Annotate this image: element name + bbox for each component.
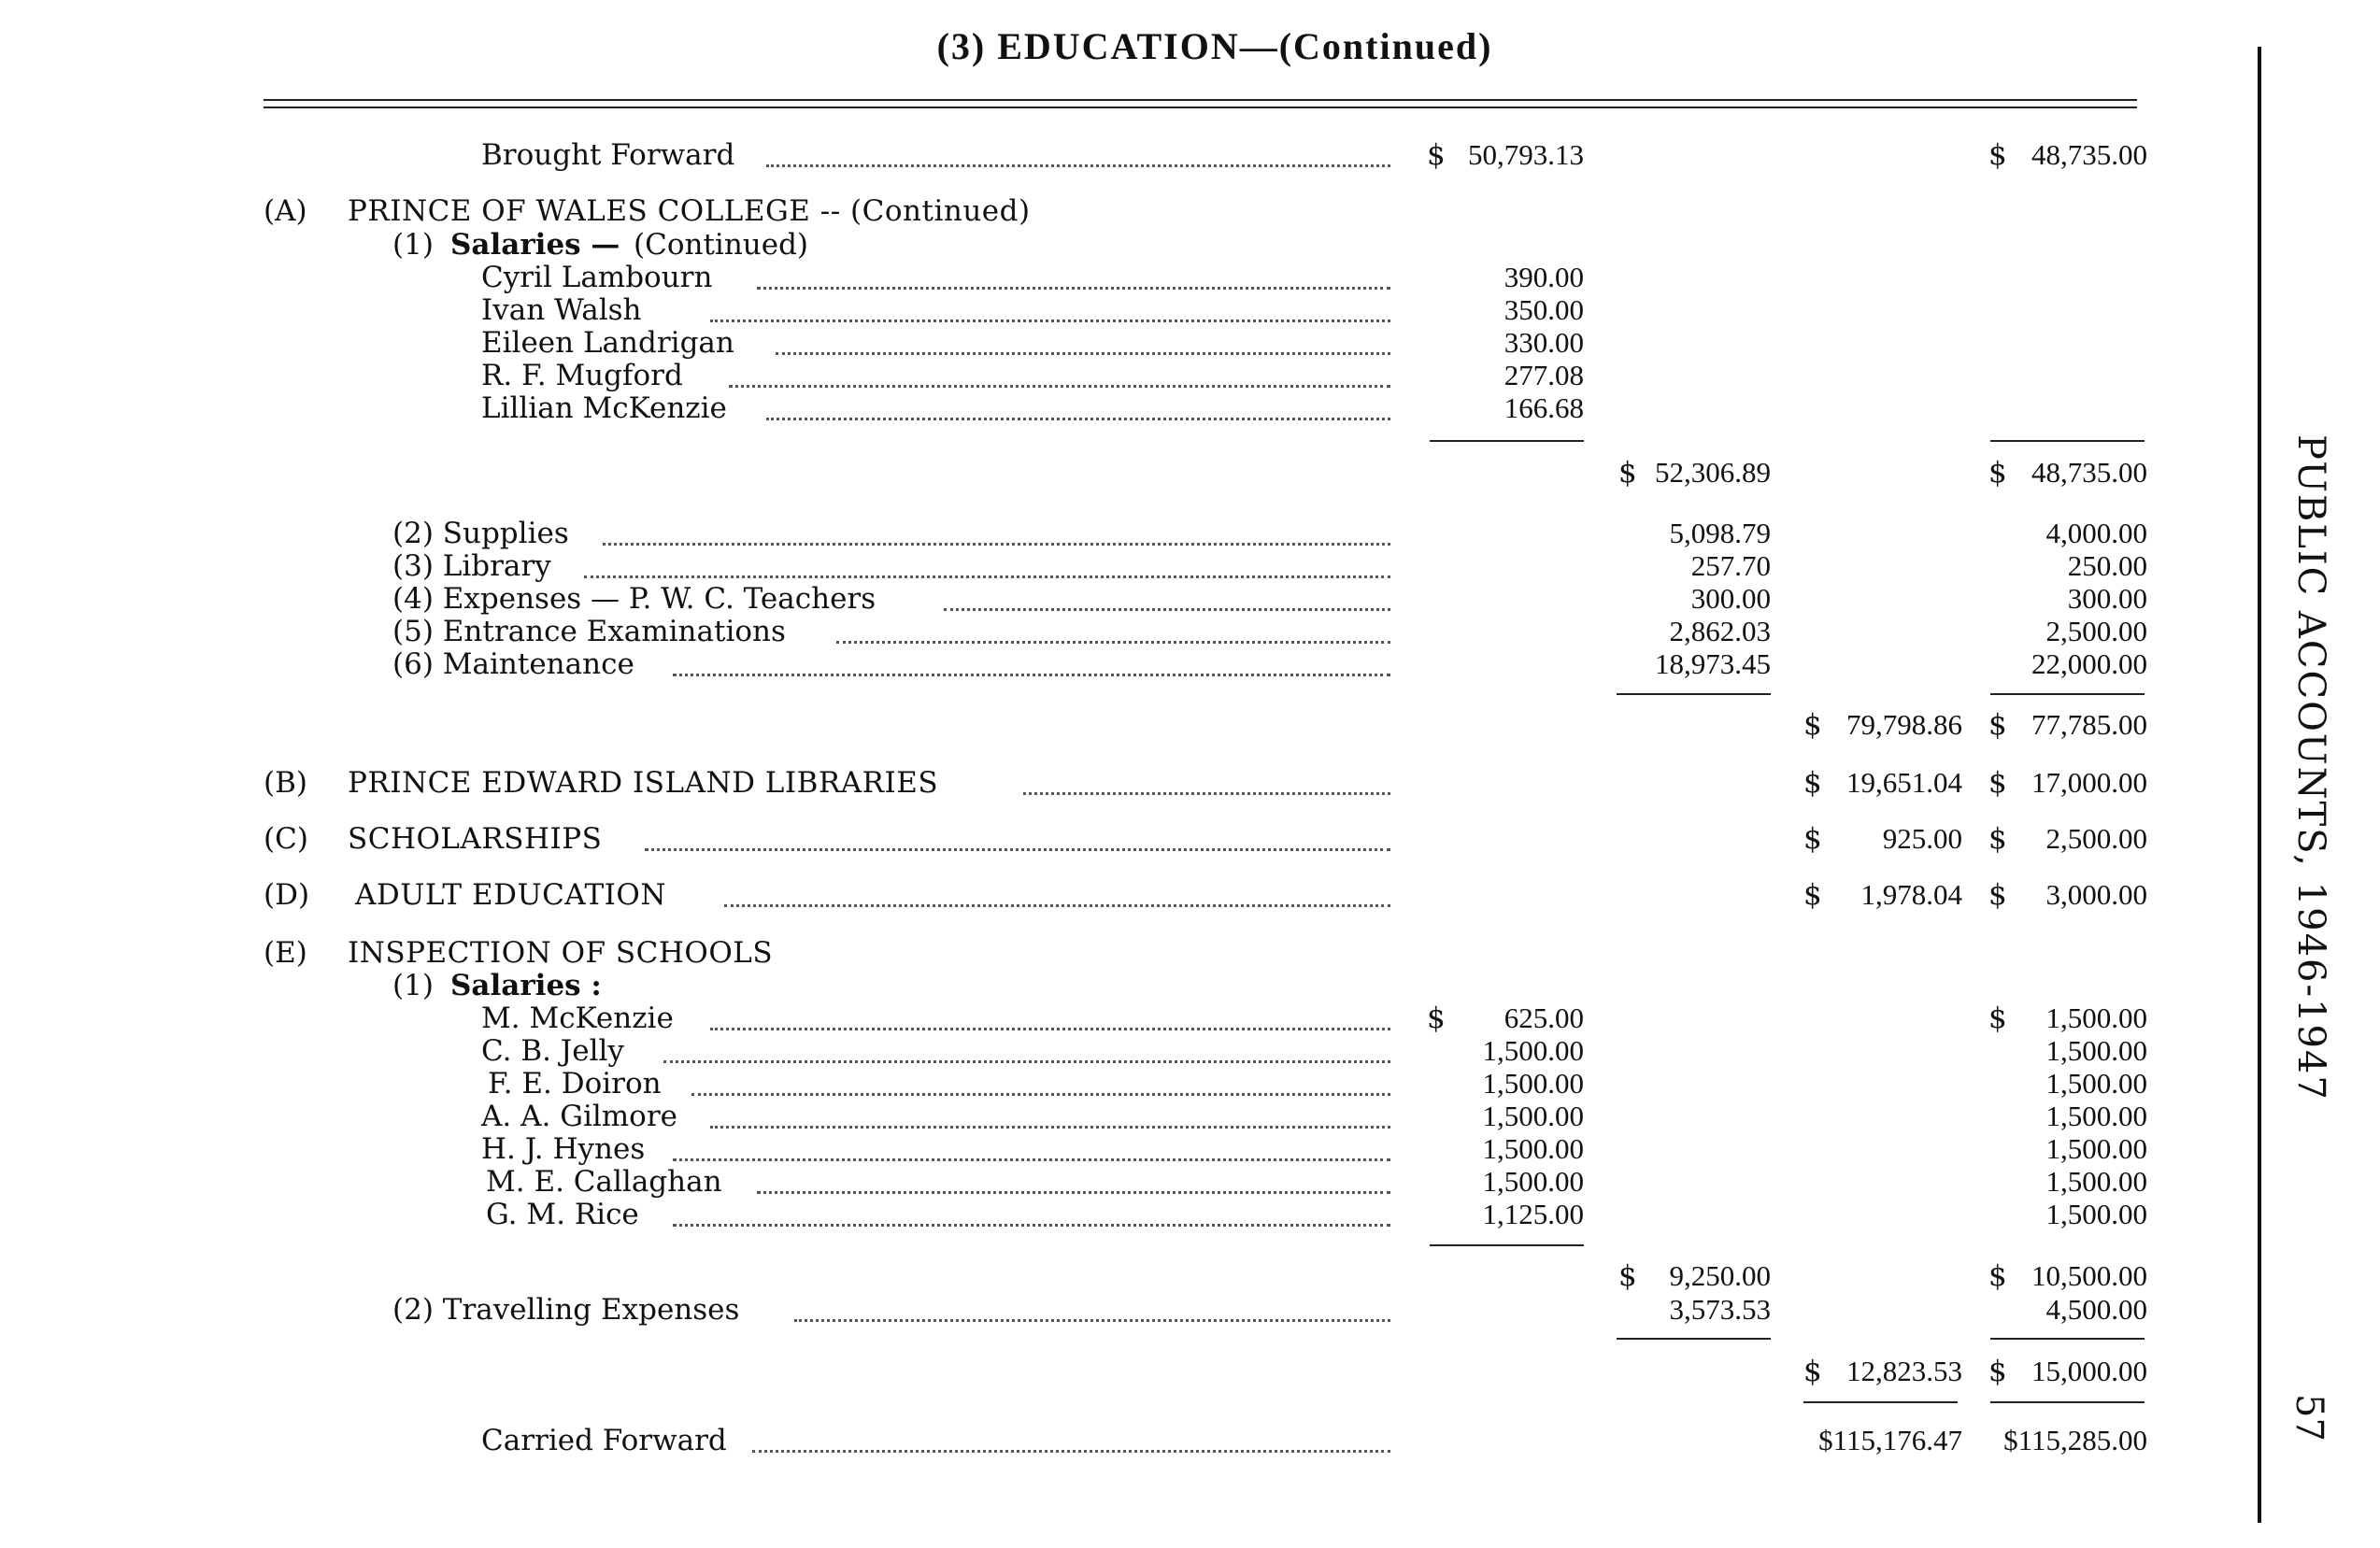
currency-sign: $ — [1988, 138, 2007, 172]
carried-forward-estimate: $115,285.00 — [2003, 1424, 2147, 1456]
leader-dots — [776, 352, 1390, 355]
section-e-salary-total-row — [0, 1259, 2380, 1293]
table-row — [0, 359, 2380, 392]
salary-amount: 625.00 — [1504, 1001, 1584, 1034]
section-e-heading — [0, 936, 2380, 970]
employee-name: A. A. Gilmore — [481, 1100, 678, 1133]
salary-estimate: 1,500.00 — [2045, 1165, 2147, 1198]
leader-dots — [794, 1319, 1390, 1322]
table-row — [0, 1034, 2380, 1068]
table-row — [0, 391, 2380, 425]
employee-name: R. F. Mugford — [481, 359, 683, 392]
section-d-row — [0, 878, 2380, 912]
currency-sign: $ — [1427, 1001, 1446, 1035]
employee-name: G. M. Rice — [486, 1198, 639, 1231]
brought-forward-actual: 50,793.13 — [1468, 138, 1584, 171]
leader-dots — [710, 1126, 1390, 1129]
salary-estimate: 10,500.00 — [2031, 1259, 2147, 1292]
leader-dots — [645, 848, 1390, 851]
item-estimate: 2,500.00 — [2045, 615, 2147, 647]
travel-row — [0, 1293, 2380, 1327]
currency-sign: $ — [1803, 822, 1822, 856]
header-rule-top — [264, 99, 2137, 101]
item-label: (5) Entrance Examinations — [392, 615, 786, 648]
page-number-text: 57 — [2287, 1394, 2330, 1441]
section-e-total-row — [0, 1355, 2380, 1388]
section-total: 19,651.04 — [1846, 766, 1962, 799]
leader-dots — [1023, 792, 1390, 795]
employee-name: Cyril Lambourn — [481, 261, 713, 294]
leader-dots — [691, 1093, 1390, 1096]
section-title: SCHOLARSHIPS — [348, 822, 603, 856]
leader-dots — [729, 385, 1390, 388]
item-estimate: 4,000.00 — [2045, 517, 2147, 549]
section-total: 1,978.04 — [1860, 878, 1962, 911]
salary-amount: 1,500.00 — [1482, 1034, 1584, 1067]
employee-name: Eileen Landrigan — [481, 326, 734, 360]
salary-amount: 1,500.00 — [1482, 1132, 1584, 1165]
table-row — [0, 326, 2380, 360]
employee-name: C. B. Jelly — [481, 1034, 624, 1068]
employee-name: H. J. Hynes — [481, 1132, 646, 1166]
salaries-title: Salaries : — [450, 969, 602, 1002]
currency-sign: $ — [1988, 1001, 2007, 1035]
salary-amount: 1,500.00 — [1482, 1100, 1584, 1132]
salary-estimate: 1,500.00 — [2045, 1001, 2147, 1034]
section-title: PRINCE EDWARD ISLAND LIBRARIES — [348, 766, 939, 800]
table-row — [0, 1001, 2380, 1035]
salaries-title: Salaries — — [450, 228, 620, 262]
salary-estimate: 1,500.00 — [2045, 1067, 2147, 1100]
subtotal-rule — [1430, 440, 1584, 442]
subtotal-rule — [1990, 693, 2145, 695]
item-actual: 2,862.03 — [1669, 615, 1771, 647]
salaries-continued: (Continued) — [634, 228, 809, 262]
currency-sign: $ — [1427, 138, 1446, 172]
leader-dots — [673, 674, 1390, 676]
leader-dots — [724, 904, 1390, 907]
employee-name: M. E. Callaghan — [486, 1165, 722, 1199]
currency-sign: $ — [1803, 708, 1822, 742]
item-estimate: 250.00 — [2067, 549, 2147, 582]
currency-sign: $ — [1988, 1259, 2007, 1293]
section-total: 79,798.86 — [1846, 708, 1962, 741]
total-rule — [1803, 1401, 1958, 1403]
item-estimate: 300.00 — [2067, 582, 2147, 615]
table-row — [0, 1100, 2380, 1133]
salary-total: 9,250.00 — [1669, 1259, 1771, 1292]
leader-dots — [766, 164, 1390, 167]
salary-amount: 166.68 — [1504, 391, 1584, 424]
employee-name: Lillian McKenzie — [481, 391, 727, 425]
leader-dots — [710, 320, 1390, 322]
sidebar-rule — [2258, 47, 2261, 1523]
item-actual: 257.70 — [1690, 549, 1771, 582]
salary-total: 52,306.89 — [1655, 456, 1771, 489]
section-a-salary-total-row — [0, 456, 2380, 490]
table-row — [0, 293, 2380, 327]
section-b-row — [0, 766, 2380, 800]
page-number — [2276, 1394, 2351, 1450]
section-letter: (B) — [264, 766, 307, 800]
subtotal-rule — [1617, 693, 1771, 695]
item-label: (2) Supplies — [392, 517, 569, 550]
section-total: 925.00 — [1882, 822, 1962, 855]
table-row — [0, 1165, 2380, 1199]
section-estimate: 3,000.00 — [2045, 878, 2147, 911]
subtotal-rule — [1617, 1338, 1771, 1340]
salary-estimate: 1,500.00 — [2045, 1132, 2147, 1165]
salary-amount: 330.00 — [1504, 326, 1584, 359]
salary-amount: 350.00 — [1504, 293, 1584, 326]
salary-estimate: 48,735.00 — [2031, 456, 2147, 489]
section-estimate: 2,500.00 — [2045, 822, 2147, 855]
section-a-total-row — [0, 708, 2380, 742]
section-estimate: 15,000.00 — [2031, 1355, 2147, 1387]
currency-sign: $ — [1988, 766, 2007, 800]
section-letter: (A) — [264, 194, 307, 228]
table-row — [0, 517, 2380, 550]
section-title: PRINCE OF WALES COLLEGE -- (Continued) — [348, 194, 1031, 228]
leader-dots — [757, 287, 1390, 290]
section-a-heading — [0, 194, 2380, 228]
currency-sign: $ — [1988, 456, 2007, 490]
salary-estimate: 1,500.00 — [2045, 1034, 2147, 1067]
section-estimate: 17,000.00 — [2031, 766, 2147, 799]
sidebar-title-text: PUBLIC ACCOUNTS, 1946-1947 — [2289, 434, 2332, 1101]
travel-label: (2) Travelling Expenses — [392, 1293, 740, 1327]
carried-forward-label: Carried Forward — [481, 1424, 727, 1457]
table-row — [0, 1067, 2380, 1101]
section-e-salaries-heading — [0, 969, 2380, 1002]
table-row — [0, 647, 2380, 681]
leader-dots — [603, 543, 1390, 546]
brought-forward-estimate: 48,735.00 — [2031, 138, 2147, 171]
brought-forward-row — [0, 138, 2380, 172]
table-row — [0, 1132, 2380, 1166]
subtotal-rule — [1430, 1244, 1584, 1246]
section-a-salaries-heading — [0, 228, 2380, 262]
brought-forward-label: Brought Forward — [481, 138, 735, 172]
currency-sign: $ — [1803, 766, 1822, 800]
leader-dots — [766, 418, 1390, 420]
salary-amount: 1,125.00 — [1482, 1198, 1584, 1230]
item-label: (3) Library — [392, 549, 551, 583]
sidebar-title — [2276, 434, 2351, 1101]
salary-estimate: 1,500.00 — [2045, 1100, 2147, 1132]
leader-dots — [584, 575, 1390, 578]
currency-sign: $ — [1803, 878, 1822, 912]
section-letter: (C) — [264, 822, 308, 856]
section-letter: (D) — [264, 878, 310, 912]
salary-amount: 390.00 — [1504, 261, 1584, 293]
travel-actual: 3,573.53 — [1669, 1293, 1771, 1326]
section-estimate: 77,785.00 — [2031, 708, 2147, 741]
table-row — [0, 549, 2380, 583]
subtotal-rule — [1990, 1338, 2145, 1340]
salaries-number: (1) — [392, 969, 434, 1002]
employee-name: Ivan Walsh — [481, 293, 642, 327]
carried-forward-total: $115,176.47 — [1818, 1424, 1962, 1456]
carried-forward-row — [0, 1424, 2380, 1457]
salary-amount: 1,500.00 — [1482, 1165, 1584, 1198]
item-estimate: 22,000.00 — [2031, 647, 2147, 680]
employee-name: M. McKenzie — [481, 1001, 674, 1035]
currency-sign: $ — [1618, 456, 1637, 490]
salaries-number: (1) — [392, 228, 434, 262]
total-rule — [1990, 1401, 2145, 1403]
leader-dots — [710, 1028, 1390, 1030]
travel-estimate: 4,500.00 — [2045, 1293, 2147, 1326]
leader-dots — [757, 1191, 1390, 1194]
item-label: (6) Maintenance — [392, 647, 634, 681]
table-row — [0, 582, 2380, 616]
leader-dots — [663, 1060, 1390, 1063]
page-title: (3) EDUCATION—(Continued) — [936, 25, 1493, 67]
leader-dots — [752, 1450, 1390, 1453]
table-row — [0, 261, 2380, 294]
employee-name: F. E. Doiron — [488, 1067, 662, 1101]
item-actual: 18,973.45 — [1655, 647, 1771, 680]
salary-amount: 277.08 — [1504, 359, 1584, 391]
salary-amount: 1,500.00 — [1482, 1067, 1584, 1100]
currency-sign: $ — [1988, 822, 2007, 856]
currency-sign: $ — [1988, 1355, 2007, 1388]
currency-sign: $ — [1988, 708, 2007, 742]
table-row — [0, 1198, 2380, 1231]
section-total: 12,823.53 — [1846, 1355, 1962, 1387]
table-row — [0, 615, 2380, 648]
header-rule-bottom — [264, 107, 2137, 108]
currency-sign: $ — [1803, 1355, 1822, 1388]
leader-dots — [673, 1224, 1390, 1227]
leader-dots — [836, 641, 1390, 644]
currency-sign: $ — [1618, 1259, 1637, 1293]
section-title: INSPECTION OF SCHOOLS — [348, 936, 774, 970]
section-c-row — [0, 822, 2380, 856]
leader-dots — [944, 608, 1390, 611]
currency-sign: $ — [1988, 878, 2007, 912]
item-label: (4) Expenses — P. W. C. Teachers — [392, 582, 876, 616]
subtotal-rule — [1990, 440, 2145, 442]
section-letter: (E) — [264, 936, 307, 970]
salary-estimate: 1,500.00 — [2045, 1198, 2147, 1230]
section-title: ADULT EDUCATION — [355, 878, 666, 912]
item-actual: 300.00 — [1690, 582, 1771, 615]
leader-dots — [673, 1158, 1390, 1161]
item-actual: 5,098.79 — [1669, 517, 1771, 549]
